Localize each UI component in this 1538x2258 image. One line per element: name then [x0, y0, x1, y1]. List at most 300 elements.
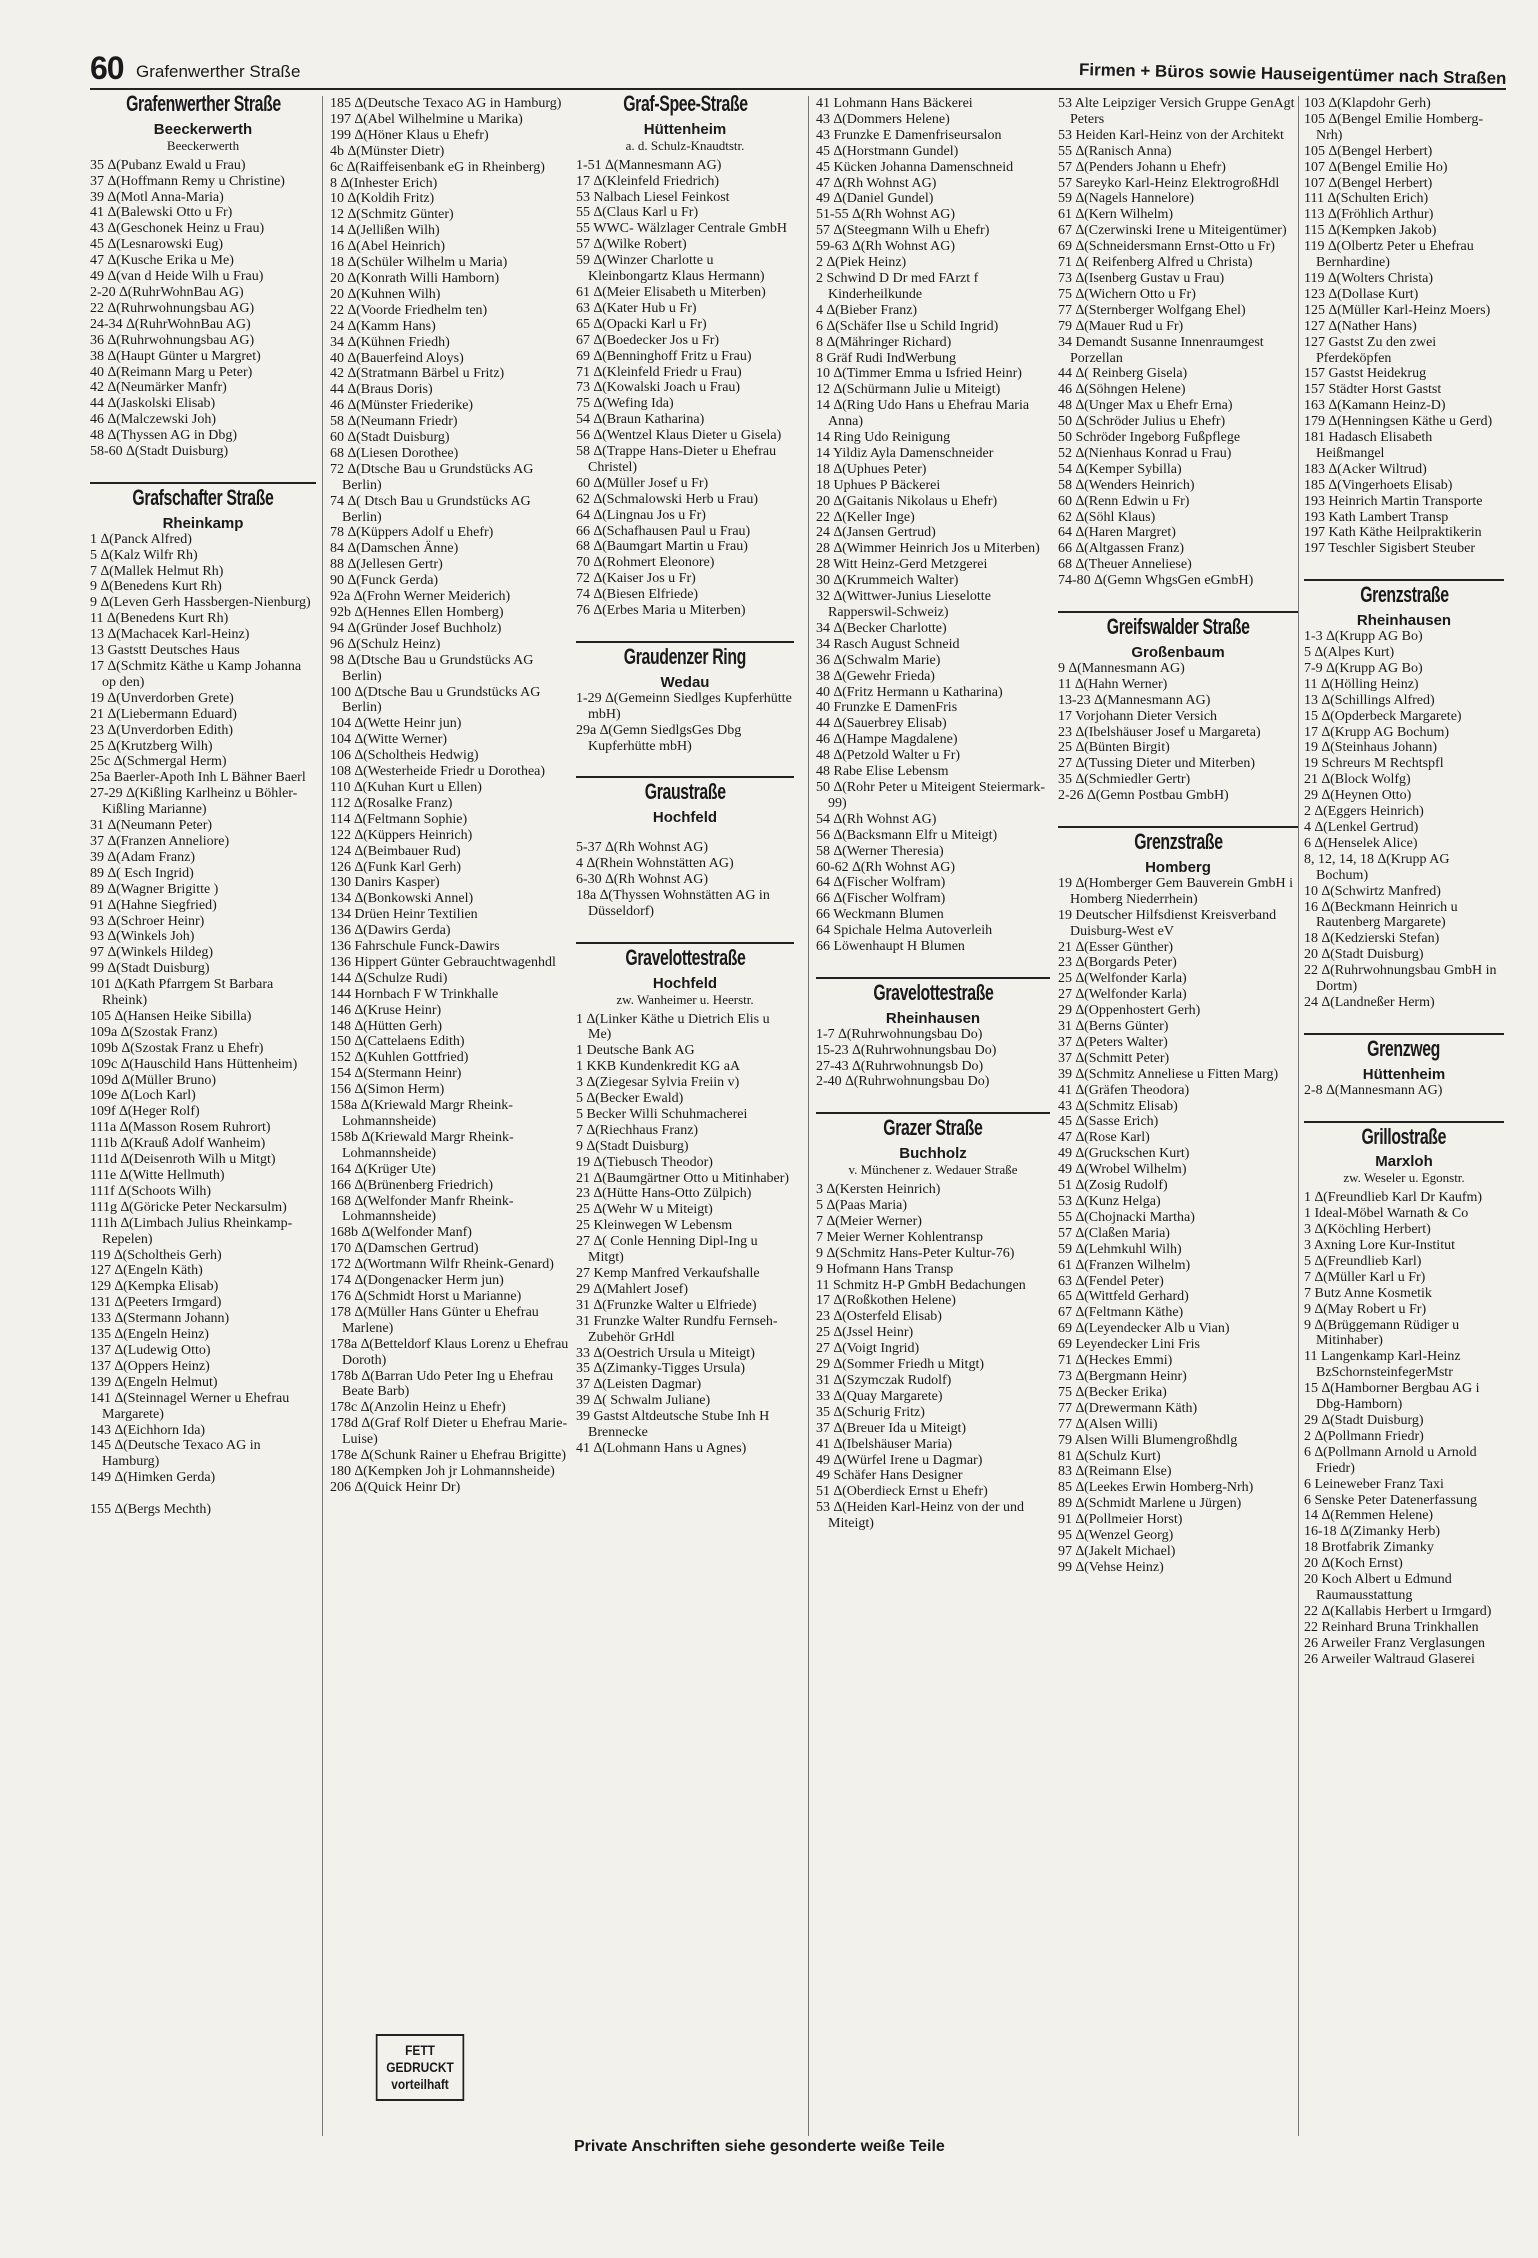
directory-entry: 133 ∆(Stermann Johann) — [90, 1311, 230, 1327]
directory-entry: 176 ∆(Schmidt Horst u Marianne) — [330, 1288, 522, 1304]
section-title: Firmen + Büros sowie Hauseigentümer nach Straßen — [1078, 60, 1507, 88]
directory-entry: 13 Gaststt Deutsches Haus — [90, 643, 240, 659]
directory-entry: 44 ∆(Sauerbrey Elisab) — [816, 716, 947, 732]
directory-entry: 14 ∆(Jellißen Wilh) — [330, 223, 440, 239]
district-name: Hüttenheim — [1362, 1065, 1446, 1083]
directory-entry: 111f ∆(Schoots Wilh) — [90, 1183, 212, 1199]
directory-entry: 21 ∆(Esser Günther) — [1058, 939, 1174, 955]
directory-entry: 63 ∆(Fendel Peter) — [1058, 1273, 1164, 1289]
directory-entry: 1 Deutsche Bank AG — [576, 1043, 695, 1059]
directory-entry: 143 ∆(Eichhorn Ida) — [90, 1422, 206, 1438]
directory-entry: 99 ∆(Stadt Duisburg) — [90, 961, 210, 977]
directory-entry: 63 ∆(Kater Hub u Fr) — [576, 300, 697, 316]
directory-entry: 23 ∆(Ibelshäuser Josef u Margareta) — [1058, 724, 1261, 740]
directory-entry: 49 ∆(Wrobel Wilhelm) — [1058, 1162, 1187, 1178]
directory-entry: 59 ∆(Lehmkuhl Wilh) — [1058, 1241, 1182, 1257]
advert-line: GEDRUCKT — [386, 2059, 454, 2075]
directory-entry: 37 ∆(Breuer Ida u Miteigt) — [816, 1420, 967, 1436]
spacer — [576, 826, 794, 840]
directory-entry: 21 ∆(Liebermann Eduard) — [90, 706, 237, 722]
street-heading — [1304, 1033, 1504, 1061]
directory-entry: 109c ∆(Hauschild Hans Hüttenheim) — [90, 1056, 298, 1072]
directory-entry: 113 ∆(Fröhlich Arthur) — [1304, 207, 1434, 223]
street-name: Grazer Straße — [883, 1115, 983, 1141]
street-name: Gravelottestraße — [624, 944, 746, 970]
street-heading — [576, 91, 794, 116]
directory-entry: 62 ∆(Schmalowski Herb u Frau) — [576, 491, 758, 507]
directory-entry: 178a ∆(Betteldorf Klaus Lorenz u Ehefrau Doroth) — [330, 1336, 569, 1368]
directory-entry: 64 ∆(Haren Margret) — [1058, 525, 1176, 541]
directory-entry: 29 ∆(Stadt Duisburg) — [1304, 1412, 1424, 1428]
directory-entry: 6 Leineweber Franz Taxi — [1304, 1476, 1444, 1492]
directory-entry: 59 ∆(Winzer Charlotte u Kleinbongartz Klaus Hermann) — [576, 253, 765, 285]
directory-entry: 89 ∆(Wagner Brigitte ) — [90, 881, 219, 897]
directory-entry: 180 ∆(Kempken Joh jr Lohmannsheide) — [330, 1463, 555, 1479]
directory-entry: 70 ∆(Rohmert Eleonore) — [576, 555, 715, 571]
directory-entry: 149 ∆(Himken Gerda) — [90, 1470, 216, 1486]
footer-note: Private Anschriften siehe gesonderte weiße Teile — [574, 2138, 945, 2155]
directory-entry: 2 ∆(Piek Heinz) — [816, 255, 907, 271]
directory-entry: 48 ∆(Petzold Walter u Fr) — [816, 748, 961, 764]
directory-entry: 5 ∆(Paas Maria) — [816, 1198, 907, 1213]
street-name: Grenzstraße — [1133, 829, 1223, 855]
directory-entry: 43 ∆(Schmitz Elisab) — [1058, 1098, 1178, 1114]
directory-entry: 122 ∆(Küppers Heinrich) — [330, 827, 473, 843]
directory-entry: 130 Danirs Kasper) — [330, 875, 440, 891]
directory-entry: 15 ∆(Opderbeck Margarete) — [1304, 708, 1462, 724]
directory-entry: 69 ∆(Leyendecker Alb u Vian) — [1058, 1321, 1230, 1337]
directory-entry: 17 ∆(Kleinfeld Friedrich) — [576, 173, 720, 189]
directory-entry: 60 ∆(Müller Josef u Fr) — [576, 475, 709, 491]
directory-entry: 152 ∆(Kuhlen Gottfried) — [330, 1050, 469, 1066]
directory-entry: 38 ∆(Gewehr Frieda) — [816, 668, 935, 684]
directory-entry: 49 Schäfer Hans Designer — [816, 1468, 963, 1484]
directory-entry: 2 Schwind D Dr med FArzt f Kinderheilkunde — [816, 270, 979, 302]
directory-entry: 53 Alte Leipziger Versich Gruppe GenAgt Peters — [1058, 96, 1295, 127]
directory-entry: 89 ∆( Esch Ingrid) — [90, 865, 194, 881]
directory-entry: 59-63 ∆(Rh Wohnst AG) — [816, 239, 956, 255]
directory-entry: 34 Demandt Susanne Innenraumgest Porzellan — [1058, 334, 1264, 366]
street-heading — [90, 91, 316, 116]
district-name: Beeckerwerth — [153, 120, 253, 138]
district-name: Großenbaum — [1131, 644, 1225, 661]
column-6 — [1304, 96, 1504, 1667]
directory-entry: 74-80 ∆(Gemn WhgsGen eGmbH) — [1058, 573, 1254, 589]
directory-entry: 127 Gastst Zu den zwei Pferdeköpfen — [1304, 334, 1437, 366]
directory-entry: 129 ∆(Kempka Elisab) — [90, 1279, 219, 1295]
directory-entry: 5 Becker Willi Schuhmacherei — [576, 1106, 748, 1122]
directory-entry: 18a ∆(Thyssen Wohnstätten AG in Düsseldorf) — [576, 887, 770, 919]
directory-entry: 71 ∆(Kleinfeld Friedr u Frau) — [576, 364, 742, 380]
directory-entry: 41 ∆(Balewski Otto u Fr) — [90, 205, 233, 221]
column-4 — [816, 96, 1050, 1532]
directory-entry: 28 ∆(Wimmer Heinrich Jos u Miterben) — [816, 541, 1040, 557]
directory-entry: 23 ∆(Osterfeld Elisab) — [816, 1309, 942, 1325]
directory-entry: 105 ∆(Bengel Herbert) — [1304, 143, 1433, 159]
directory-entry: 23 ∆(Borgards Peter) — [1058, 955, 1177, 971]
directory-entry: 156 ∆(Simon Herm) — [330, 1082, 445, 1098]
directory-entry: 17 ∆(Krupp AG Bochum) — [1304, 724, 1450, 740]
directory-entry: 9 ∆(May Robert u Fr) — [1304, 1301, 1427, 1317]
directory-entry: 7 ∆(Müller Karl u Fr) — [1304, 1269, 1426, 1285]
directory-entry: 74 ∆( Dtsch Bau u Grundstücks AG Berlin) — [330, 493, 531, 525]
directory-entry: 52 ∆(Nienhaus Konrad u Frau) — [1058, 445, 1232, 461]
directory-entry: 51 ∆(Zosig Rudolf) — [1058, 1178, 1168, 1194]
directory-entry: 4 ∆(Bieber Franz) — [816, 302, 918, 318]
directory-entry: 49 ∆(Daniel Gundel) — [816, 191, 934, 207]
directory-entry: 50 Schröder Ingeborg Fußpflege — [1058, 430, 1241, 446]
directory-entry: 18 ∆(Kedzierski Stefan) — [1304, 931, 1440, 947]
street-name: Grillostraße — [1361, 1123, 1447, 1149]
directory-entry: 103 ∆(Klapdohr Gerh) — [1304, 96, 1431, 111]
directory-entry: 109f ∆(Heger Rolf) — [90, 1104, 200, 1120]
street-name: Grafschafter Straße — [132, 484, 274, 510]
directory-entry: 44 ∆(Jaskolski Elisab) — [90, 396, 216, 412]
directory-entry: 45 ∆(Lesnarowski Eug) — [90, 237, 223, 253]
directory-entry: 2-20 ∆(RuhrWohnBau AG) — [90, 284, 244, 300]
directory-entry: 183 ∆(Acker Wiltrud) — [1304, 461, 1427, 477]
directory-entry: 20 ∆(Konrath Willi Hamborn) — [330, 270, 500, 286]
directory-entry: 112 ∆(Rosalke Franz) — [330, 795, 453, 811]
directory-entry: 22 ∆(Keller Inge) — [816, 509, 915, 525]
directory-entry: 7 Meier Werner Kohlentransp — [816, 1229, 983, 1245]
column-divider — [1298, 96, 1299, 2136]
directory-entry: 197 Teschler Sigisbert Steuber — [1304, 541, 1476, 557]
directory-entry: 144 Hornbach F W Trinkhalle — [330, 986, 499, 1002]
directory-entry: 106 ∆(Scholtheis Hedwig) — [330, 748, 479, 764]
directory-entry: 206 ∆(Quick Heinr Dr) — [330, 1479, 461, 1495]
directory-entry: 19 ∆(Tiebusch Theodor) — [576, 1154, 713, 1170]
street-name: Graf-Spee-Straße — [622, 91, 748, 116]
directory-entry: 68 ∆(Theuer Anneliese) — [1058, 557, 1192, 573]
directory-entry: 27 ∆(Tussing Dieter und Miterben) — [1058, 756, 1256, 772]
directory-entry: 14 Ring Udo Reinigung — [816, 430, 951, 446]
directory-entry: 22 ∆(Kallabis Herbert u Irmgard) — [1304, 1603, 1492, 1619]
street-section-note: a. d. Schulz-Knaudtstr. — [625, 137, 745, 153]
directory-entry: 71 ∆(Heckes Emmi) — [1058, 1353, 1173, 1369]
directory-entry: 85 ∆(Leekes Erwin Homberg-Nrh) — [1058, 1480, 1254, 1496]
directory-entry: 57 ∆(Steegmann Wilh u Ehefr) — [816, 223, 990, 239]
directory-entry: 45 ∆(Horstmann Gundel) — [816, 143, 959, 159]
directory-entry: 136 Hippert Günter Gebrauchtwagenhdl — [330, 954, 556, 970]
directory-entry: 39 ∆(Adam Franz) — [90, 849, 195, 865]
street-heading — [1304, 1121, 1504, 1149]
directory-entry: 51 ∆(Oberdieck Ernst u Ehefr) — [816, 1484, 988, 1500]
directory-entry: 19 ∆(Steinhaus Johann) — [1304, 740, 1437, 756]
directory-entry: 9 ∆(Mannesmann AG) — [1058, 660, 1185, 676]
directory-entry: 58 ∆(Neumann Friedr) — [330, 414, 458, 430]
directory-entry: 19 Schreurs M Rechtspfl — [1304, 756, 1444, 772]
directory-entry: 124 ∆(Beimbauer Rud) — [330, 843, 461, 859]
directory-entry: 109d ∆(Müller Bruno) — [90, 1072, 216, 1088]
directory-entry: 3 ∆(Köchling Herbert) — [1304, 1222, 1431, 1238]
district-name: Hochfeld — [652, 974, 718, 992]
directory-entry: 60 ∆(Renn Edwin u Fr) — [1058, 493, 1190, 509]
directory-entry: 13 ∆(Machacek Karl-Heinz) — [90, 627, 250, 643]
directory-entry: 12 ∆(Schmitz Günter) — [330, 207, 454, 223]
directory-entry: 163 ∆(Kamann Heinz-D) — [1304, 398, 1446, 414]
directory-entry: 24 ∆(Jansen Gertrud) — [816, 525, 936, 541]
directory-entry: 158a ∆(Kriewald Margr Rheink-Lohmannsheide) — [330, 1098, 513, 1129]
directory-entry: 185 ∆(Deutsche Texaco AG in Hamburg) — [330, 96, 562, 111]
street-name: Graudenzer Ring — [623, 644, 747, 669]
directory-entry: 2 ∆(Eggers Heinrich) — [1304, 804, 1424, 820]
directory-entry: 66 Löwenhaupt H Blumen — [816, 939, 965, 955]
directory-entry: 47 ∆(Kusche Erika u Me) — [90, 253, 234, 269]
directory-entry: 27-43 ∆(Ruhrwohnungsb Do) — [816, 1058, 984, 1074]
street-name: Grafenwerther Straße — [125, 91, 281, 116]
directory-entry: 39 ∆( Schwalm Juliane) — [576, 1393, 711, 1409]
directory-entry: 16 ∆(Beckmann Heinrich u Rautenberg Margarete) — [1304, 899, 1458, 931]
directory-entry: 41 ∆(Ibelshäuser Maria) — [816, 1436, 953, 1452]
directory-entry: 11 ∆(Hölling Heinz) — [1304, 676, 1419, 692]
directory-entry: 31 Frunzke Walter Rundfu Fernseh-Zubehör GrHdl — [576, 1313, 778, 1345]
directory-entry: 37 ∆(Franzen Anneliore) — [90, 833, 230, 849]
street-heading — [816, 977, 1050, 1005]
directory-entry: 10 ∆(Koldih Fritz) — [330, 191, 435, 207]
directory-entry: 73 ∆(Bergmann Heinr) — [1058, 1368, 1187, 1384]
directory-entry: 105 ∆(Hansen Heike Sibilla) — [90, 1008, 252, 1024]
spacer — [816, 1090, 1050, 1104]
directory-entry: 1 Ideal-Möbel Warnath & Co — [1304, 1206, 1469, 1222]
street-heading — [576, 942, 794, 970]
street-heading — [576, 776, 794, 804]
directory-entry: 9 ∆(Schmitz Hans-Peter Kultur-76) — [816, 1245, 1015, 1261]
directory-entry: 1 ∆(Panck Alfred) — [90, 531, 192, 547]
directory-entry: 54 ∆(Braun Katharina) — [576, 412, 705, 428]
directory-entry: 5 ∆(Kalz Wilfr Rh) — [90, 547, 198, 563]
directory-entry: 96 ∆(Schulz Heinz) — [330, 636, 441, 652]
directory-entry: 1-29 ∆(Gemeinn Siedlges Kupferhütte mbH) — [576, 690, 792, 722]
directory-entry: 48 ∆(Thyssen AG in Dbg) — [90, 428, 237, 444]
directory-entry: 11 Schmitz H-P GmbH Bedachungen — [816, 1277, 1026, 1293]
directory-entry: 31 ∆(Neumann Peter) — [90, 818, 213, 834]
directory-entry: 77 ∆(Alsen Willi) — [1058, 1416, 1158, 1432]
directory-entry: 30 ∆(Krummeich Walter) — [816, 573, 959, 589]
directory-entry: 178b ∆(Barran Udo Peter Ing u Ehefrau Beate Barb) — [330, 1368, 554, 1400]
directory-entry: 55 ∆(Claus Karl u Fr) — [576, 205, 699, 221]
directory-entry: 92b ∆(Hennes Ellen Homberg) — [330, 605, 504, 620]
directory-entry: 111d ∆(Deisenroth Wilh u Mitgt) — [90, 1152, 276, 1168]
district-name: Marxloh — [1375, 1153, 1433, 1171]
district-name: Buchholz — [899, 1145, 967, 1163]
directory-entry: 46 ∆(Hampe Magdalene) — [816, 732, 958, 748]
directory-entry: 81 ∆(Schulz Kurt) — [1058, 1448, 1161, 1464]
district-name: Hochfeld — [652, 809, 718, 827]
directory-entry: 37 ∆(Peters Walter) — [1058, 1034, 1168, 1050]
directory-entry: 46 ∆(Söhngen Helene) — [1058, 382, 1186, 398]
directory-entry: 39 ∆(Schmitz Anneliese u Fitten Marg) — [1058, 1066, 1279, 1082]
directory-entry: 104 ∆(Witte Werner) — [330, 732, 448, 748]
directory-entry: 64 Spichale Helma Autoverleih — [816, 923, 993, 939]
directory-entry: 14 ∆(Remmen Helene) — [1304, 1508, 1434, 1524]
directory-entry: 9 Hofmann Hans Transp — [816, 1261, 954, 1277]
directory-entry: 61 ∆(Meier Elisabeth u Miterben) — [576, 284, 766, 300]
directory-entry: 58 ∆(Werner Theresia) — [816, 843, 944, 859]
directory-entry: 39 Gastst Altdeutsche Stube Inh H Brennecke — [576, 1409, 770, 1441]
directory-entry: 46 ∆(Münster Friederike) — [330, 398, 474, 414]
directory-entry: 109e ∆(Loch Karl) — [90, 1088, 196, 1104]
directory-entry: 199 ∆(Höner Klaus u Ehefr) — [330, 127, 489, 143]
directory-entry: 97 ∆(Jakelt Michael) — [1058, 1543, 1176, 1559]
directory-entry: 197 ∆(Abel Wilhelmine u Marika) — [330, 111, 523, 127]
directory-entry: 8, 12, 14, 18 ∆(Krupp AG Bochum) — [1304, 851, 1450, 883]
directory-entry — [90, 1486, 316, 1502]
directory-entry: 100 ∆(Dtsche Bau u Grundstücks AG Berlin) — [330, 684, 541, 716]
directory-entry: 62 ∆(Söhl Klaus) — [1058, 509, 1156, 525]
street-heading — [90, 482, 316, 510]
directory-entry: 45 Kücken Johanna Damenschneid — [816, 159, 1014, 175]
directory-entry: 78 ∆(Küppers Adolf u Ehefr) — [330, 525, 494, 541]
directory-entry: 119 ∆(Wolters Christa) — [1304, 270, 1434, 286]
directory-entry: 65 ∆(Wittfeld Gerhard) — [1058, 1289, 1189, 1305]
directory-entry: 32 ∆(Wittwer-Junius Lieselotte Rapperswil-Schweiz) — [816, 589, 991, 620]
directory-entry: 4 ∆(Rhein Wohnstätten AG) — [576, 856, 734, 872]
directory-entry: 144 ∆(Schulze Rudi) — [330, 970, 448, 986]
directory-entry: 164 ∆(Krüger Ute) — [330, 1161, 436, 1177]
directory-entry: 74 ∆(Biesen Elfriede) — [576, 587, 699, 603]
directory-entry: 25a Baerler-Apoth Inh L Bähner Baerl — [90, 770, 306, 786]
directory-entry: 23 ∆(Hütte Hans-Otto Zülpich) — [576, 1186, 752, 1202]
directory-entry: 53 ∆(Heiden Karl-Heinz von der und Miteigt) — [816, 1500, 1024, 1532]
directory-entry: 2-26 ∆(Gemn Postbau GmbH) — [1058, 788, 1229, 804]
directory-entry: 16-18 ∆(Zimanky Herb) — [1304, 1524, 1441, 1540]
directory-entry: 5-37 ∆(Rh Wohnst AG) — [576, 840, 709, 856]
spacer — [576, 619, 794, 633]
directory-entry: 111b ∆(Krauß Adolf Wanheim) — [90, 1136, 266, 1152]
directory-entry: 174 ∆(Dongenacker Herm jun) — [330, 1273, 504, 1289]
directory-entry: 48 ∆(Unger Max u Ehefr Erna) — [1058, 398, 1233, 414]
directory-entry: 157 Gastst Heidekrug — [1304, 366, 1427, 382]
directory-entry: 6 ∆(Schäfer Ilse u Schild Ingrid) — [816, 318, 999, 334]
directory-entry: 33 ∆(Quay Margarete) — [816, 1388, 943, 1404]
directory-entry: 54 ∆(Kemper Sybilla) — [1058, 461, 1182, 477]
directory-entry: 11 ∆(Benedens Kurt Rh) — [90, 611, 229, 627]
directory-entry: 34 Rasch August Schneid — [816, 636, 960, 652]
directory-entry: 89 ∆(Schmidt Marlene u Jürgen) — [1058, 1496, 1242, 1512]
directory-entry: 178d ∆(Graf Rolf Dieter u Ehefrau Marie-Luise) — [330, 1416, 568, 1448]
directory-entry: 137 ∆(Ludewig Otto) — [90, 1342, 211, 1358]
spacer — [1058, 804, 1298, 818]
directory-entry: 2 ∆(Pollmann Friedr) — [1304, 1428, 1424, 1444]
directory-entry: 44 ∆( Reinberg Gisela) — [1058, 366, 1188, 382]
directory-entry: 25 ∆(Jssel Heinr) — [816, 1325, 914, 1341]
directory-entry: 22 Reinhard Bruna Trinkhallen — [1304, 1619, 1479, 1635]
directory-entry: 114 ∆(Feltmann Sophie) — [330, 811, 468, 827]
directory-entry: 23 ∆(Unverdorben Edith) — [90, 722, 234, 738]
column-divider — [808, 96, 809, 2136]
street-section-note: zw. Wanheimer u. Heerstr. — [616, 991, 754, 1007]
directory-entry: 31 ∆(Frunzke Walter u Elfriede) — [576, 1297, 757, 1313]
directory-entry: 111g ∆(Göricke Peter Neckarsulm) — [90, 1199, 287, 1215]
directory-entry: 9 ∆(Stadt Duisburg) — [576, 1138, 689, 1154]
directory-entry: 19 Deutscher Hilfsdienst Kreisverband Duisburg-West eV — [1058, 907, 1277, 939]
directory-entry: 58 ∆(Wenders Heinrich) — [1058, 477, 1195, 493]
directory-entry: 18 Uphues P Bäckerei — [816, 477, 941, 493]
directory-entry: 172 ∆(Wortmann Wilfr Rheink-Genard) — [330, 1257, 554, 1273]
directory-entry: 51-55 ∆(Rh Wohnst AG) — [816, 207, 956, 223]
directory-entry: 6c ∆(Raiffeisenbank eG in Rheinberg) — [330, 159, 545, 175]
directory-entry: 50 ∆(Schröder Julius u Ehefr) — [1058, 414, 1226, 430]
directory-entry: 73 ∆(Isenberg Gustav u Frau) — [1058, 270, 1225, 286]
directory-entry: 71 ∆( Reifenberg Alfred u Christa) — [1058, 255, 1253, 271]
street-name: Gravelottestraße — [872, 979, 994, 1005]
street-heading — [1304, 579, 1504, 607]
directory-entry: 43 Frunzke E Damenfriseursalon — [816, 127, 1002, 143]
directory-entry: 10 ∆(Schwirtz Manfred) — [1304, 883, 1441, 899]
directory-entry: 1 ∆(Freundlieb Karl Dr Kaufm) — [1304, 1190, 1483, 1206]
directory-entry: 6 ∆(Henselek Alice) — [1304, 835, 1418, 851]
directory-entry: 55 ∆(Chojnacki Martha) — [1058, 1209, 1195, 1225]
directory-entry: 24 ∆(Landneßer Herm) — [1304, 994, 1435, 1010]
directory-entry: 40 ∆(Reimann Marg u Peter) — [90, 364, 253, 380]
directory-entry: 7 ∆(Mallek Helmut Rh) — [90, 563, 224, 579]
directory-entry: 55 ∆(Ranisch Anna) — [1058, 143, 1172, 159]
directory-entry: 27 ∆(Voigt Ingrid) — [816, 1341, 920, 1357]
directory-entry: 58 ∆(Trappe Hans-Dieter u Ehefrau Christel) — [576, 444, 777, 475]
street-heading — [816, 1112, 1050, 1140]
directory-entry: 57 ∆(Wilke Robert) — [576, 237, 687, 253]
directory-entry: 29 ∆(Oppenhostert Gerh) — [1058, 1003, 1201, 1019]
directory-entry: 55 WWC- Wälzlager Centrale GmbH — [576, 221, 787, 237]
directory-entry: 41 ∆(Gräfen Theodora) — [1058, 1082, 1190, 1098]
directory-entry: 58-60 ∆(Stadt Duisburg) — [90, 444, 229, 460]
directory-entry: 36 ∆(Schwalm Marie) — [816, 652, 941, 668]
directory-entry: 24-34 ∆(RuhrWohnBau AG) — [90, 316, 251, 332]
directory-entry: 119 ∆(Scholtheis Gerh) — [90, 1247, 222, 1263]
spacer — [816, 955, 1050, 969]
spacer — [90, 460, 316, 474]
directory-entry: 69 ∆(Benninghoff Fritz u Frau) — [576, 348, 752, 364]
directory-entry: 37 ∆(Leisten Dagmar) — [576, 1377, 702, 1393]
directory-entry: 66 ∆(Altgassen Franz) — [1058, 541, 1184, 557]
directory-entry: 1-51 ∆(Mannesmann AG) — [576, 157, 722, 173]
directory-entry: 68 ∆(Baumgart Martin u Frau) — [576, 539, 748, 555]
directory-entry: 33 ∆(Oestrich Ursula u Miteigt) — [576, 1345, 755, 1361]
directory-entry: 53 ∆(Kunz Helga) — [1058, 1194, 1161, 1209]
directory-entry: 28 Witt Heinz-Gerd Metzgerei — [816, 557, 988, 573]
directory-entry: 19 ∆(Unverdorben Grete) — [90, 690, 234, 706]
directory-entry: 111h ∆(Limbach Julius Rheinkamp-Repelen) — [90, 1215, 293, 1247]
street-heading — [1058, 611, 1298, 639]
street-heading — [1058, 826, 1298, 854]
directory-entry: 5 ∆(Alpes Kurt) — [1304, 645, 1395, 660]
directory-entry: 8 Gräf Rudi IndWerbung — [816, 350, 957, 366]
spacer — [1304, 1099, 1504, 1113]
directory-entry: 67 ∆(Boedecker Jos u Fr) — [576, 332, 720, 348]
spacer — [576, 920, 794, 934]
directory-entry: 136 Fahrschule Funck-Dawirs — [330, 939, 500, 955]
directory-entry: 111 ∆(Schulten Erich) — [1304, 191, 1429, 207]
page-title: Grafenwerther Straße — [136, 62, 301, 81]
directory-entry: 79 Alsen Willi Blumengroßhdlg — [1058, 1432, 1238, 1448]
directory-entry: 25 ∆(Bünten Birgit) — [1058, 740, 1170, 756]
directory-entry: 20 ∆(Stadt Duisburg) — [1304, 947, 1424, 963]
directory-entry: 84 ∆(Damschen Änne) — [330, 541, 459, 557]
directory-entry: 15 ∆(Hamborner Bergbau AG i Dbg-Hamborn) — [1304, 1381, 1480, 1413]
advert-box — [376, 2034, 464, 2101]
directory-entry: 7-9 ∆(Krupp AG Bo) — [1304, 660, 1423, 676]
directory-entry: 42 ∆(Stratmann Bärbel u Fritz) — [330, 366, 505, 382]
directory-entry: 193 Heinrich Martin Transporte — [1304, 493, 1483, 509]
directory-entry: 25 ∆(Krutzberg Wilh) — [90, 738, 213, 754]
directory-entry: 170 ∆(Damschen Gertrud) — [330, 1241, 479, 1257]
directory-entry: 26 Arweiler Franz Verglasungen — [1304, 1635, 1486, 1651]
directory-entry: 108 ∆(Westerheide Friedr u Dorothea) — [330, 764, 546, 780]
directory-entry: 75 ∆(Becker Erika) — [1058, 1384, 1167, 1400]
directory-entry: 50 ∆(Rohr Peter u Miteigent Steiermark-99) — [816, 779, 1046, 811]
directory-entry: 22 ∆(Voorde Friedhelm ten) — [330, 302, 488, 318]
